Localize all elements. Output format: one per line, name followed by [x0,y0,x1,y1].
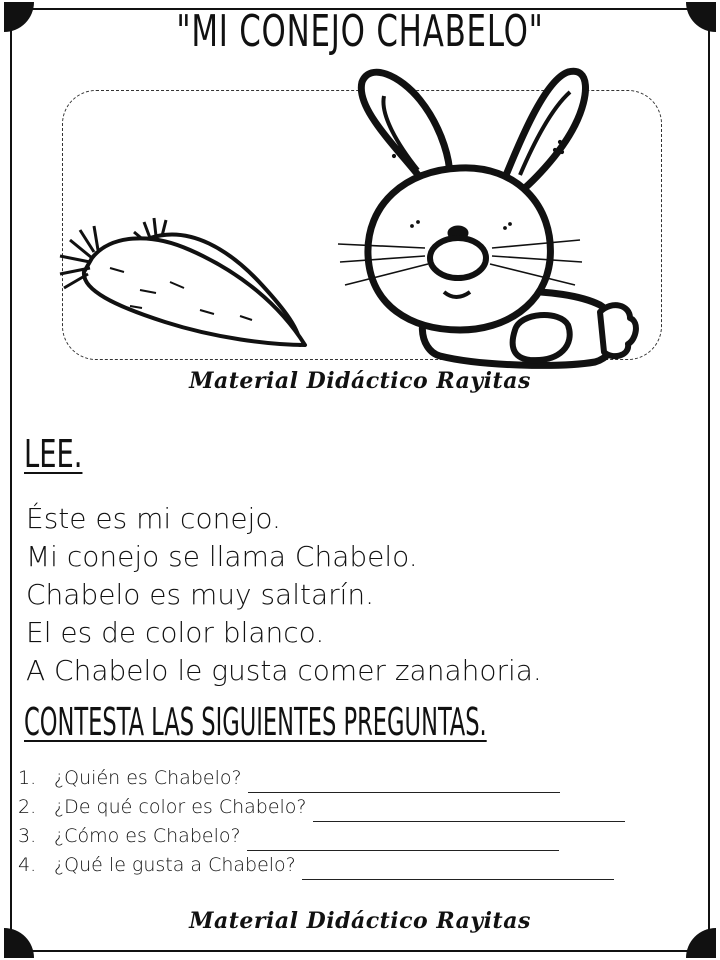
page-title: "MI CONEJO CHABELO" [176,6,544,57]
answer-line[interactable] [248,772,560,793]
question-list [18,764,625,880]
reading-line: Éste es mi conejo. [26,502,281,535]
questions-heading: CONTESTA LAS SIGUIENTES PREGUNTAS. [24,700,487,744]
illustration [0,0,720,380]
question-number: 2. [18,796,37,818]
answer-line[interactable] [313,801,625,822]
reading-line: El es de color blanco. [26,616,325,649]
question-text: ¿Cómo es Chabelo? [54,825,241,847]
question-number: 3. [18,825,37,847]
question-item [18,793,625,822]
question-item [18,822,625,851]
question-item [18,764,625,793]
question-item [18,851,625,880]
rabbit-icon [361,71,636,365]
reading-heading: LEE. [24,432,83,476]
question-number: 4. [18,854,37,876]
reading-line: Chabelo es muy saltarín. [26,578,375,611]
question-text: ¿De qué color es Chabelo? [54,796,307,818]
answer-line[interactable] [302,859,614,880]
answer-line[interactable] [247,830,559,851]
reading-passage [26,500,542,690]
brand-watermark: Material Didáctico Rayitas [189,908,531,934]
brand-watermark: Material Didáctico Rayitas [189,368,531,394]
question-text: ¿Qué le gusta a Chabelo? [54,854,296,876]
reading-line: A Chabelo le gusta comer zanahoria. [26,654,542,687]
question-text: ¿Quién es Chabelo? [54,767,242,789]
reading-line: Mi conejo se llama Chabelo. [26,540,418,573]
question-number: 1. [18,767,37,789]
